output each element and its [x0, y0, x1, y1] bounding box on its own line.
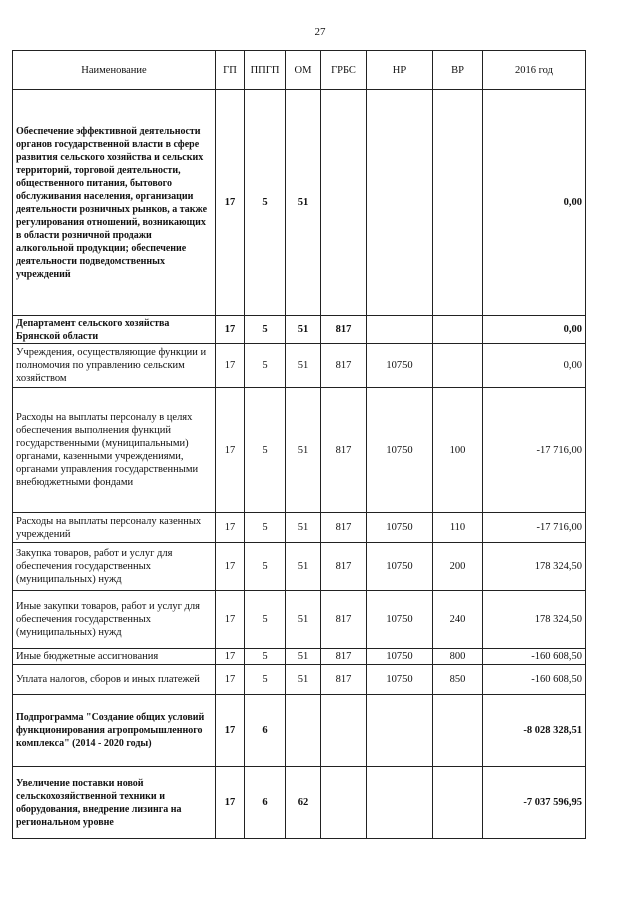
table-row	[13, 316, 586, 344]
cell-ppgp: 5	[245, 513, 286, 543]
row-name: Департамент сельского хозяйства Брянской области	[13, 316, 216, 344]
row-name: Уплата налогов, сборов и иных платежей	[13, 665, 216, 695]
header-name: Наименование	[13, 51, 216, 90]
cell-gp: 17	[216, 665, 245, 695]
header-year: 2016 год	[483, 51, 586, 90]
header-row	[13, 51, 586, 90]
cell-grbs: 817	[321, 649, 367, 665]
cell-om: 62	[286, 767, 321, 839]
table-row	[13, 767, 586, 839]
cell-vr: 850	[433, 665, 483, 695]
row-name: Расходы на выплаты персоналу казенных учреждений	[13, 513, 216, 543]
cell-om: 51	[286, 90, 321, 316]
header-grbs: ГРБС	[321, 51, 367, 90]
cell-nr: 10750	[367, 649, 433, 665]
cell-grbs: 817	[321, 543, 367, 591]
cell-om: 51	[286, 543, 321, 591]
cell-gp: 17	[216, 513, 245, 543]
cell-ppgp: 5	[245, 649, 286, 665]
cell-om	[286, 695, 321, 767]
row-name: Иные закупки товаров, работ и услуг для обеспечения государственных (муниципальных) нужд	[13, 591, 216, 649]
header-gp: ГП	[216, 51, 245, 90]
cell-om: 51	[286, 513, 321, 543]
cell-amount: -17 716,00	[483, 513, 586, 543]
cell-nr	[367, 695, 433, 767]
cell-vr: 800	[433, 649, 483, 665]
table-row	[13, 90, 586, 316]
cell-amount: -8 028 328,51	[483, 695, 586, 767]
cell-gp: 17	[216, 591, 245, 649]
row-name: Расходы на выплаты персоналу в целях обеспечения выполнения функций государственными (муниципальными) органами, казенными учреждениями, органами управления государственными внебюджетными фондами	[13, 388, 216, 513]
cell-amount: -7 037 596,95	[483, 767, 586, 839]
cell-amount: 0,00	[483, 316, 586, 344]
cell-nr	[367, 316, 433, 344]
row-name: Подпрограмма "Создание общих условий функционирования агропромышленного комплекса" (2014 - 2020 годы)	[13, 695, 216, 767]
budget-table	[12, 50, 586, 839]
cell-gp: 17	[216, 649, 245, 665]
cell-grbs	[321, 695, 367, 767]
cell-gp: 17	[216, 543, 245, 591]
header-om: ОМ	[286, 51, 321, 90]
cell-ppgp: 5	[245, 591, 286, 649]
table-row	[13, 344, 586, 388]
table-row	[13, 388, 586, 513]
cell-nr: 10750	[367, 344, 433, 388]
cell-vr	[433, 344, 483, 388]
cell-ppgp: 5	[245, 543, 286, 591]
cell-grbs: 817	[321, 344, 367, 388]
cell-grbs: 817	[321, 665, 367, 695]
row-name: Иные бюджетные ассигнования	[13, 649, 216, 665]
cell-om: 51	[286, 649, 321, 665]
cell-ppgp: 5	[245, 665, 286, 695]
cell-gp: 17	[216, 344, 245, 388]
cell-nr: 10750	[367, 591, 433, 649]
cell-om: 51	[286, 665, 321, 695]
cell-grbs: 817	[321, 316, 367, 344]
cell-amount: 0,00	[483, 90, 586, 316]
table-row	[13, 649, 586, 665]
cell-nr	[367, 90, 433, 316]
cell-ppgp: 5	[245, 344, 286, 388]
row-name: Закупка товаров, работ и услуг для обеспечения государственных (муниципальных) нужд	[13, 543, 216, 591]
cell-amount: -17 716,00	[483, 388, 586, 513]
row-name: Увеличение поставки новой сельскохозяйственной техники и оборудования, внедрение лизинга на региональном уровне	[13, 767, 216, 839]
cell-gp: 17	[216, 388, 245, 513]
page-number: 27	[314, 26, 326, 38]
cell-om: 51	[286, 344, 321, 388]
header-ppgp: ППГП	[245, 51, 286, 90]
header-vr: ВР	[433, 51, 483, 90]
cell-amount: 178 324,50	[483, 591, 586, 649]
cell-vr	[433, 767, 483, 839]
cell-vr	[433, 316, 483, 344]
header-nr: НР	[367, 51, 433, 90]
cell-grbs: 817	[321, 591, 367, 649]
cell-gp: 17	[216, 90, 245, 316]
table-row	[13, 591, 586, 649]
cell-om: 51	[286, 388, 321, 513]
cell-amount: 178 324,50	[483, 543, 586, 591]
table-row	[13, 695, 586, 767]
table-row	[13, 513, 586, 543]
cell-grbs	[321, 90, 367, 316]
cell-vr	[433, 90, 483, 316]
cell-nr: 10750	[367, 665, 433, 695]
cell-vr: 240	[433, 591, 483, 649]
cell-gp: 17	[216, 767, 245, 839]
cell-ppgp: 6	[245, 695, 286, 767]
cell-amount: -160 608,50	[483, 649, 586, 665]
cell-om: 51	[286, 591, 321, 649]
table-row	[13, 665, 586, 695]
cell-nr	[367, 767, 433, 839]
cell-amount: 0,00	[483, 344, 586, 388]
cell-ppgp: 5	[245, 388, 286, 513]
cell-vr: 100	[433, 388, 483, 513]
table-row	[13, 543, 586, 591]
cell-amount: -160 608,50	[483, 665, 586, 695]
row-name: Учреждения, осуществляющие функции и полномочия по управлению сельским хозяйством	[13, 344, 216, 388]
cell-ppgp: 5	[245, 316, 286, 344]
cell-grbs	[321, 767, 367, 839]
cell-vr	[433, 695, 483, 767]
cell-gp: 17	[216, 316, 245, 344]
cell-nr: 10750	[367, 513, 433, 543]
cell-vr: 200	[433, 543, 483, 591]
cell-nr: 10750	[367, 543, 433, 591]
cell-vr: 110	[433, 513, 483, 543]
cell-grbs: 817	[321, 388, 367, 513]
cell-ppgp: 6	[245, 767, 286, 839]
cell-grbs: 817	[321, 513, 367, 543]
cell-nr: 10750	[367, 388, 433, 513]
cell-ppgp: 5	[245, 90, 286, 316]
cell-om: 51	[286, 316, 321, 344]
cell-gp: 17	[216, 695, 245, 767]
row-name: Обеспечение эффективной деятельности органов государственной власти в сфере развития сельского хозяйства и сельских территорий, торговой деятельности, общественного питания, бытового обслуживания населения, организации деятельности розничных рынков, а также регулирования отношений, возникающих в области розничной продажи алкогольной продукции; обеспечение деятельности подведомственных учреждений	[13, 90, 216, 316]
